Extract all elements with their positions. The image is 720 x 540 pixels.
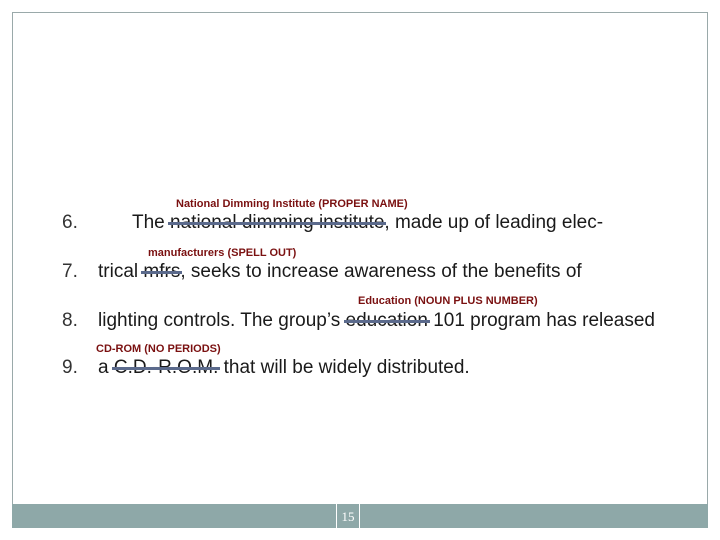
struck-text: mfrs [143, 261, 181, 282]
line-text-after: that will be widely distributed. [218, 357, 470, 378]
line-text-before: lighting controls. The group’s [98, 310, 346, 331]
line-text-before: The [132, 212, 171, 233]
line-text-after: , made up of leading elec- [384, 212, 604, 233]
struck-text: education [345, 310, 428, 331]
struck-text: national dimming institute [170, 212, 385, 233]
line-number-7: 7. [62, 261, 78, 282]
struck-text: C.D.-R.O.M. [113, 357, 219, 378]
line-text-before: a [98, 357, 114, 378]
line-number-9: 9. [62, 357, 78, 378]
line-text-after: 101 program has released [427, 310, 656, 331]
line-number-8: 8. [62, 310, 78, 331]
line-text-6 [132, 212, 603, 234]
line-text-8 [98, 310, 655, 332]
correction-label-9: CD-ROM (NO PERIODS) [96, 343, 221, 355]
correction-label-7: manufacturers (SPELL OUT) [148, 247, 297, 259]
page-number: 15 [336, 504, 360, 528]
correction-label-8: Education (NOUN PLUS NUMBER) [358, 295, 538, 307]
line-number-6: 6. [62, 212, 78, 233]
line-text-9 [98, 357, 470, 379]
correction-label-6: National Dimming Institute (PROPER NAME) [176, 198, 408, 210]
footer-bar [12, 504, 708, 528]
line-text-before: trical [98, 261, 144, 282]
line-text-after: , seeks to increase awareness of the benefits of [180, 261, 582, 282]
line-text-7 [98, 261, 582, 283]
